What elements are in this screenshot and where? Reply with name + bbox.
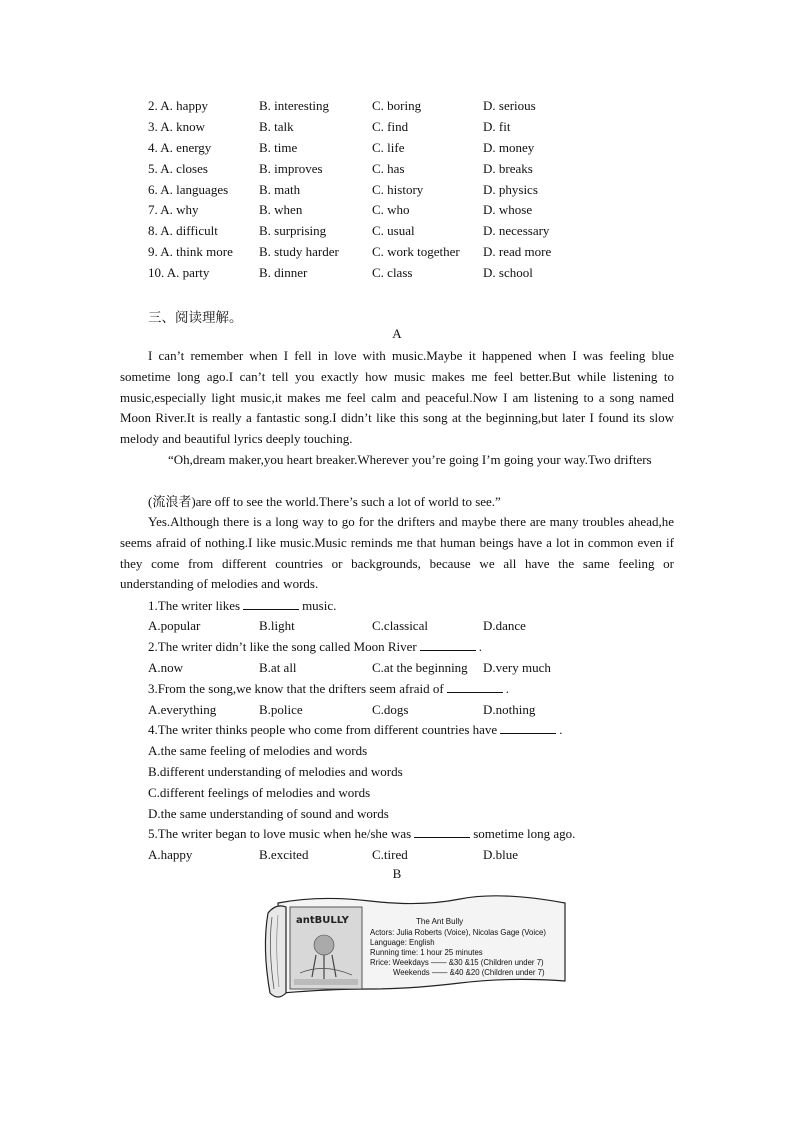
answer-blank xyxy=(500,721,556,734)
option-b: B.at all xyxy=(259,660,297,675)
answer-blank xyxy=(420,638,476,651)
option-d: D.blue xyxy=(483,847,519,862)
question-3: 3.From the song,we know that the drifters seem afraid of . xyxy=(148,681,509,696)
option-c: C.dogs xyxy=(372,702,409,717)
option-d: D. breaks xyxy=(483,161,533,176)
option-b: B. dinner xyxy=(259,265,308,280)
option-c: C. history xyxy=(372,182,424,197)
poster-price-weekends: Weekends —— &40 &20 (Children under 7) xyxy=(393,968,545,977)
passage-a-label: A xyxy=(392,326,402,341)
option-b: B. time xyxy=(259,140,298,155)
option-c: C.classical xyxy=(372,618,428,633)
passage-b-label: B xyxy=(392,866,402,881)
option-d: D. read more xyxy=(483,244,552,259)
option-b: B. improves xyxy=(259,161,323,176)
section-heading: 三、阅读理解。 xyxy=(148,310,243,326)
poster-running-time: Running time: 1 hour 25 minutes xyxy=(370,948,483,957)
option-c: C. life xyxy=(372,140,405,155)
question-4-option-c: C.different feelings of melodies and words xyxy=(148,785,371,800)
option-c: C.at the beginning xyxy=(372,660,468,675)
option-a: A.now xyxy=(148,660,184,675)
question-2: 2.The writer didn’t like the song called Moon River . xyxy=(148,639,482,654)
answer-blank xyxy=(414,825,470,838)
option-q: 2. A. happy xyxy=(148,98,208,113)
option-q: 8. A. difficult xyxy=(148,223,218,238)
option-c: C. boring xyxy=(372,98,422,113)
option-d: D. physics xyxy=(483,182,538,197)
option-d: D. school xyxy=(483,265,533,280)
question-4-option-b: B.different understanding of melodies and words xyxy=(148,764,403,779)
option-c: C. who xyxy=(372,202,410,217)
option-d: D.very much xyxy=(483,660,551,675)
option-b: B.excited xyxy=(259,847,309,862)
answer-blank xyxy=(447,680,503,693)
option-b: B. surprising xyxy=(259,223,327,238)
option-b: B. study harder xyxy=(259,244,339,259)
poster-actors: Actors: Julia Roberts (Voice), Nicolas Gage (Voice) xyxy=(370,928,546,937)
option-b: B. interesting xyxy=(259,98,330,113)
option-d: D. necessary xyxy=(483,223,550,238)
option-d: D. serious xyxy=(483,98,536,113)
option-c: C. has xyxy=(372,161,405,176)
option-c: C.tired xyxy=(372,847,408,862)
option-b: B.light xyxy=(259,618,295,633)
passage-paragraph-1: I can’t remember when I fell in love with music.Maybe it happened when I was feeling blue sometime long ago.I can’t tell you exactly how music makes me feel better.But while listening to music,especially light music,it makes me feel calm and peaceful.Now I am listening to a song named Moon River.It is really a fantastic song.I didn’t like this song at the beginning,but later I found its slow melody and beautiful lyrics deeply touching. xyxy=(120,348,674,447)
question-4-option-d: D.the same understanding of sound and words xyxy=(148,806,389,821)
question-5: 5.The writer began to love music when he/she was sometime long ago. xyxy=(148,826,576,841)
passage-paragraph-3: Yes.Although there is a long way to go for the drifters and maybe there are many troubles ahead,he seems afraid of nothing.I like music.Music reminds me that human beings have a lot in common even if they come from different countries or backgrounds, because we all have the same feeling or understanding of melodies and words. xyxy=(120,514,674,592)
quote-line-2: (流浪者)are off to see the world.There’s such a lot of world to see.” xyxy=(148,494,501,509)
option-b: B. when xyxy=(259,202,303,217)
question-4: 4.The writer thinks people who come from different countries have . xyxy=(148,722,563,737)
poster-language: Language: English xyxy=(370,938,435,947)
option-b: B. talk xyxy=(259,119,294,134)
question-4-option-a: A.the same feeling of melodies and words xyxy=(148,743,368,758)
option-d: D. whose xyxy=(483,202,533,217)
poster-price-weekdays: Rrice: Weekdays —— &30 &15 (Children under 7) xyxy=(370,958,544,967)
option-d: D.nothing xyxy=(483,702,536,717)
option-c: C. find xyxy=(372,119,409,134)
option-c: C. class xyxy=(372,265,413,280)
option-d: D. fit xyxy=(483,119,511,134)
option-c: C. work together xyxy=(372,244,460,259)
question-1: 1.The writer likes music. xyxy=(148,598,337,613)
option-a: A.everything xyxy=(148,702,217,717)
option-c: C. usual xyxy=(372,223,415,238)
option-q: 6. A. languages xyxy=(148,182,229,197)
option-q: 5. A. closes xyxy=(148,161,208,176)
quote-line-1: “Oh,dream maker,you heart breaker.Wherever you’re going I’m going your way.Two drifters xyxy=(168,452,652,467)
option-a: A.popular xyxy=(148,618,201,633)
option-q: 7. A. why xyxy=(148,202,199,217)
answer-blank xyxy=(243,597,299,610)
option-b: B. math xyxy=(259,182,301,197)
poster-title: The Ant Bully xyxy=(416,917,464,926)
option-q: 10. A. party xyxy=(148,265,210,280)
option-q: 4. A. energy xyxy=(148,140,212,155)
poster-logo: antBULLY xyxy=(296,915,349,926)
option-q: 9. A. think more xyxy=(148,244,233,259)
option-d: D. money xyxy=(483,140,535,155)
option-q: 3. A. know xyxy=(148,119,206,134)
option-a: A.happy xyxy=(148,847,193,862)
option-b: B.police xyxy=(259,702,303,717)
option-d: D.dance xyxy=(483,618,526,633)
